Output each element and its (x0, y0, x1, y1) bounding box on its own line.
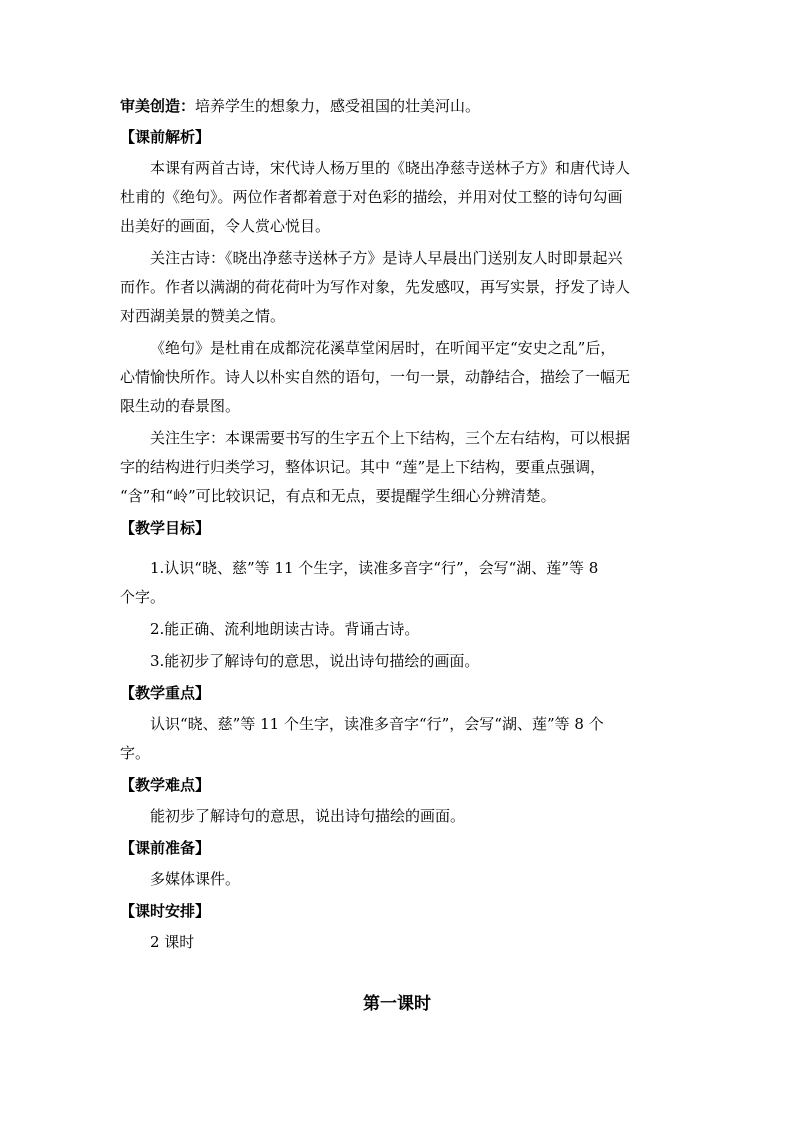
goal-item-3: 3.能初步了解诗句的意思，说出诗句描绘的画面。 (150, 652, 480, 670)
paragraph-line: 限生动的春景图。 (120, 397, 241, 415)
section-heading-goals: 【教学目标】 (120, 519, 211, 537)
paragraph-line: 字。 (120, 744, 151, 762)
pre-analysis-paragraph-2 (120, 244, 675, 331)
aesthetic-creation-label: 审美创造： (120, 97, 196, 115)
paragraph-line: 《绝句》是杜甫在成都浣花溪草堂闲居时，在听闻平定“安史之乱”后， (150, 339, 616, 357)
paragraph-line: “含”和“岭”可比较识记，有点和无点，要提醒学生细心分辨清楚。 (120, 487, 556, 505)
schedule-text: 2 课时 (150, 933, 195, 951)
section-heading-difficulties: 【教学难点】 (120, 776, 211, 794)
preparation-text: 多媒体课件。 (150, 870, 241, 888)
key-points-text (120, 710, 675, 768)
paragraph-line: 心情愉快所作。诗人以朴实自然的语句，一句一景，动静结合，描绘了一幅无 (120, 368, 631, 386)
paragraph-line: 而作。作者以满湖的荷花荷叶为写作对象，先发感叹，再写实景，抒发了诗人 (120, 278, 631, 296)
paragraph-line: 关注古诗：《晓出净慈寺送林子方》是诗人早晨出门送别友人时即景起兴 (150, 249, 623, 267)
aesthetic-creation-text: 培养学生的想象力，感受祖国的壮美河山。 (195, 97, 481, 115)
paragraph-line: 对西湖美景的赞美之情。 (120, 307, 286, 325)
paragraph-line: 1.认识“晓、慈”等 11 个生字，读准多音字“行”，会写“湖、莲”等 8 (150, 559, 599, 577)
paragraph-line: 个字。 (120, 588, 166, 606)
section-heading-preparation: 【课前准备】 (120, 839, 211, 857)
difficulties-text: 能初步了解诗句的意思，说出诗句描绘的画面。 (150, 807, 466, 825)
document-body (120, 92, 675, 960)
paragraph-line: 本课有两首古诗，宋代诗人杨万里的《晓出净慈寺送林子方》和唐代诗人 (150, 159, 631, 177)
section-heading-schedule: 【课时安排】 (120, 902, 211, 920)
goal-item-2: 2.能正确、流利地朗读古诗。背诵古诗。 (150, 620, 420, 638)
paragraph-line: 字的结构进行归类学习，整体识记。其中 “莲”是上下结构，要重点强调， (120, 458, 606, 476)
chapter-title: 第一课时 (363, 994, 431, 1014)
paragraph-line: 认识“晓、慈”等 11 个生字，读准多音字“行”，会写“湖、莲”等 8 个 (150, 715, 604, 733)
paragraph-line: 杜甫的《绝句》。两位作者都着意于对色彩的描绘，并用对仗工整的诗句勾画 (120, 188, 623, 206)
section-heading-pre-analysis: 【课前解析】 (120, 128, 211, 146)
pre-analysis-paragraph-4 (120, 424, 675, 511)
paragraph-line: 出美好的画面，令人赏心悦目。 (120, 217, 331, 235)
paragraph-line: 关注生字：本课需要书写的生字五个上下结构，三个左右结构，可以根据 (150, 429, 631, 447)
pre-analysis-paragraph-1 (120, 154, 675, 241)
aesthetic-creation-line (120, 92, 675, 120)
pre-analysis-paragraph-3 (120, 334, 675, 421)
goal-item-1 (120, 554, 675, 612)
section-heading-key-points: 【教学重点】 (120, 684, 211, 702)
